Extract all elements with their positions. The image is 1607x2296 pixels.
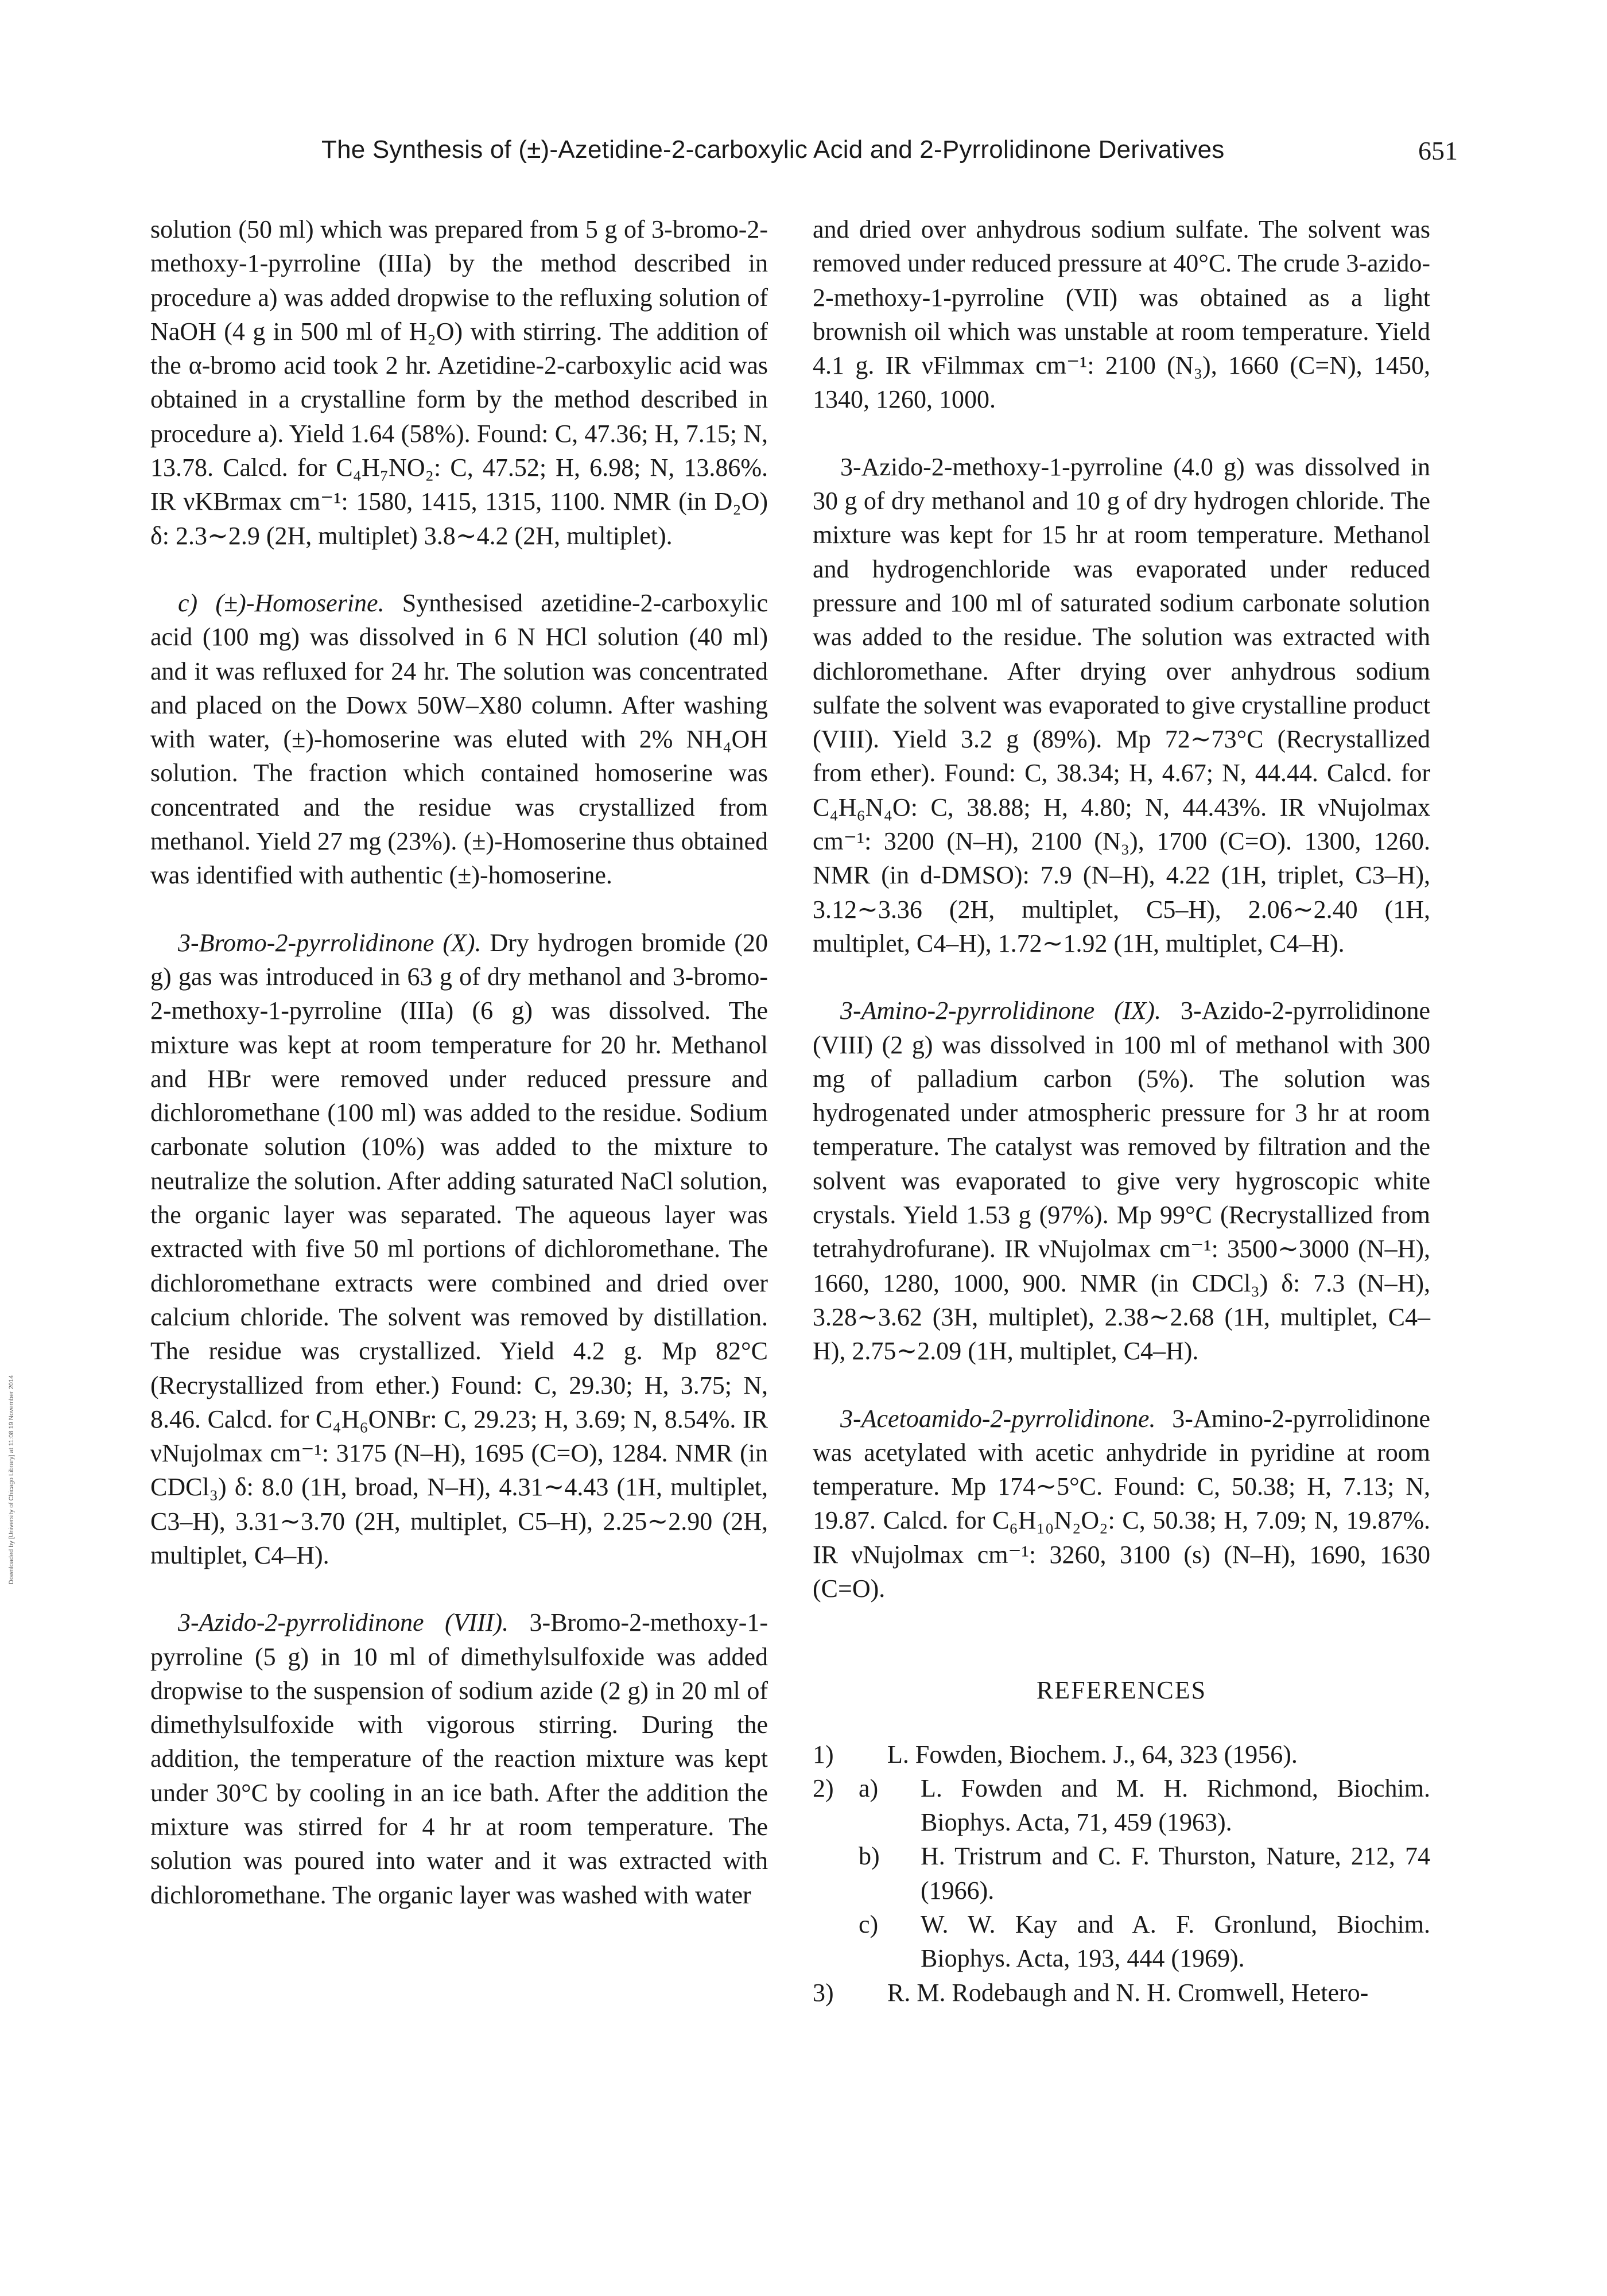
right-column [813, 212, 1430, 2010]
running-title: The Synthesis of (±)-Azetidine-2-carboxylic Acid and 2-Pyrrolidinone Derivatives [321, 135, 1225, 164]
reference-item: 1) L. Fowden, Biochem. J., 64, 323 (1956). [813, 1740, 1298, 1768]
paragraph-amino-pyrrolidinone: 3-Amino-2-pyrrolidinone (IX). 3-Azido-2-pyrrolidinone (VIII) (2 g) was dissolved in 100 ml of methanol with 300 mg of palladium carbon (5%). The solution was hydrogenated under atmospheric pressure for 3 hr at room temperature. The catalyst was removed by filtration and the solvent was evaporated to give very hygroscopic white crystals. Yield 1.53 g (97%). Mp 99°C (Recrystallized from tetrahydrofurane). IR νNujolmax cm⁻¹: 3500∼3000 (N–H), 1660, 1280, 1000, 900. NMR (in CDCl₃) δ: 7.3 (N–H), 3.28∼3.62 (3H, multiplet), 2.38∼2.68 (1H, multiplet, C4–H), 2.75∼2.09 (1H, multiplet, C4–H). [813, 996, 1431, 1366]
paragraph-homoserine: c) (±)-Homoserine. Synthesised azetidine-2-carboxylic acid (100 mg) was dissolved in 6 N HCl solution (40 ml) and it was refluxed for 24 hr. The solution was concentrated and placed on the Dowx 50W–X80 column. After washing with water, (±)-homoserine was eluted with 2% NH₄OH solution. The fraction which contained homoserine was concentrated and the residue was crystallized from methanol. Yield 27 mg (23%). (±)-Homoserine thus obtained was identified with authentic (±)-homoserine. [150, 588, 768, 890]
page-number: 651 [1418, 136, 1458, 165]
references-heading: REFERENCES [1036, 1676, 1207, 1705]
paragraph-bromo-pyrrolidinone: 3-Bromo-2-pyrrolidinone (X). Dry hydrogen bromide (20 g) gas was introduced in 63 g of dry methanol and 3-bromo-2-methoxy-1-pyrroline (IIIa) (6 g) was dissolved. The mixture was kept at room temperature for 20 hr. Methanol and HBr were removed under reduced pressure and dichloromethane (100 ml) was added to the residue. Sodium carbonate solution (10%) was added to the mixture to neutralize the solution. After adding saturated NaCl solution, the organic layer was separated. The aqueous layer was extracted with five 50 ml portions of dichloromethane. The dichloromethane extracts were combined and dried over calcium chloride. The solvent was removed by distillation. The residue was crystallized. Yield 4.2 g. Mp 82°C (Recrystallized from ether.) Found: C, 29.30; H, 3.75; N, 8.46. Calcd. for C₄H₆ONBr: C, 29.23; H, 3.69; N, 8.54%. IR νNujolmax cm⁻¹: 3175 (N–H), 1695 (C=O), 1284. NMR (in CDCl₃) δ: 8.0 (1H, broad, N–H), 4.31∼4.43 (1H, multiplet, C3–H), 3.31∼3.70 (2H, multiplet, C5–H), 2.25∼2.90 (2H, multiplet, C4–H). [150, 928, 768, 1569]
run-in-heading: c) (±)-Homoserine. [178, 588, 385, 617]
reference-item: b) H. Tristrum and C. F. Thurston, Nature, 212, 74 (1966). [859, 1842, 1430, 1905]
run-in-heading: 3-Azido-2-pyrrolidinone (VIII). [178, 1608, 509, 1637]
running-header [321, 135, 1458, 176]
run-in-heading: 3-Bromo-2-pyrrolidinone (X). [178, 928, 482, 957]
reference-item: c) W. W. Kay and A. F. Gronlund, Biochim. Biophys. Acta, 193, 444 (1969). [859, 1910, 1430, 1973]
run-in-heading: 3-Amino-2-pyrrolidinone (IX). [840, 996, 1162, 1025]
download-watermark [8, 723, 24, 1584]
paragraph-azido-methoxy: 3-Azido-2-methoxy-1-pyrroline (4.0 g) was dissolved in 30 g of dry methanol and 10 g of dry hydrogen chloride. The mixture was kept for 15 hr at room temperature. Methanol and hydrogenchloride was evaporated under reduced pressure and 100 ml of saturated sodium carbonate solution was added to the residue. The solution was extracted with dichloromethane. After drying over anhydrous sodium sulfate the solvent was evaporated to give crystalline product (VIII). Yield 3.2 g (89%). Mp 72∼73°C (Recrystallized from ether). Found: C, 38.34; H, 4.67; N, 44.44. Calcd. for C₄H₆N₄O: C, 38.88; H, 4.80; N, 44.43%. IR νNujolmax cm⁻¹: 3200 (N–H), 2100 (N₃), 1700 (C=O). 1300, 1260. NMR (in d-DMSO): 7.9 (N–H), 4.22 (1H, triplet, C3–H), 3.12∼3.36 (2H, multiplet, C5–H), 2.06∼2.40 (1H, multiplet, C4–H), 1.72∼1.92 (1H, multiplet, C4–H). [813, 452, 1430, 957]
paragraph-azido-pyrrolidinone: 3-Azido-2-pyrrolidinone (VIII). 3-Bromo-2-methoxy-1-pyrroline (5 g) in 10 ml of dimethylsulfoxide was added dropwise to the suspension of sodium azide (2 g) in 20 ml of dimethylsulfoxide with vigorous stirring. During the addition, the temperature of the reaction mixture was kept under 30°C by cooling in an ice bath. After the addition the mixture was stirred for 4 hr at room temperature. The solution was poured into water and it was extracted with dichloromethane. The organic layer was washed with water [150, 1608, 768, 1909]
reference-item: 2) a) L. Fowden and M. H. Richmond, Biochim. Biophys. Acta, 71, 459 (1963). [813, 1774, 1430, 1837]
paragraph: and dried over anhydrous sodium sulfate. The solvent was removed under reduced pressure at 40°C. The crude 3-azido-2-methoxy-1-pyrroline (VII) was obtained as a light brownish oil which was unstable at room temperature. Yield 4.1 g. IR νFilmmax cm⁻¹: 2100 (N₃), 1660 (C=N), 1450, 1340, 1260, 1000. [813, 215, 1430, 414]
reference-item: 3) R. M. Rodebaugh and N. H. Cromwell, Hetero- [813, 1978, 1369, 2007]
paragraph-acetoamido-pyrrolidinone: 3-Acetoamido-2-pyrrolidinone. 3-Amino-2-pyrrolidinone was acetylated with acetic anhydride in pyridine at room temperature. Mp 174∼5°C. Found: C, 50.38; H, 7.13; N, 19.87. Calcd. for C₆H₁₀N₂O₂: C, 50.38; H, 7.09; N, 19.87%. IR νNujolmax cm⁻¹: 3260, 3100 (s) (N–H), 1690, 1630 (C=O). [813, 1404, 1430, 1603]
run-in-heading: 3-Acetoamido-2-pyrrolidinone. [840, 1404, 1156, 1433]
download-watermark-text: Downloaded by [University of Chicago Library] at 11:08 19 November 2014 [8, 1375, 15, 1584]
paragraph: solution (50 ml) which was prepared from 5 g of 3-bromo-2-methoxy-1-pyrroline (IIIa) by the method described in procedure a) was added dropwise to the refluxing solution of NaOH (4 g in 500 ml of H₂O) with stirring. The addition of the α-bromo acid took 2 hr. Azetidine-2-carboxylic acid was obtained in a crystalline form by the method described in procedure a). Yield 1.64 (58%). Found: C, 47.36; H, 7.15; N, 13.78. Calcd. for C₄H₇NO₂: C, 47.52; H, 6.98; N, 13.86%. IR νKBrmax cm⁻¹: 1580, 1415, 1315, 1100. NMR (in D₂O) δ: 2.3∼2.9 (2H, multiplet) 3.8∼4.2 (2H, multiplet). [150, 215, 768, 550]
left-column [150, 212, 768, 1912]
